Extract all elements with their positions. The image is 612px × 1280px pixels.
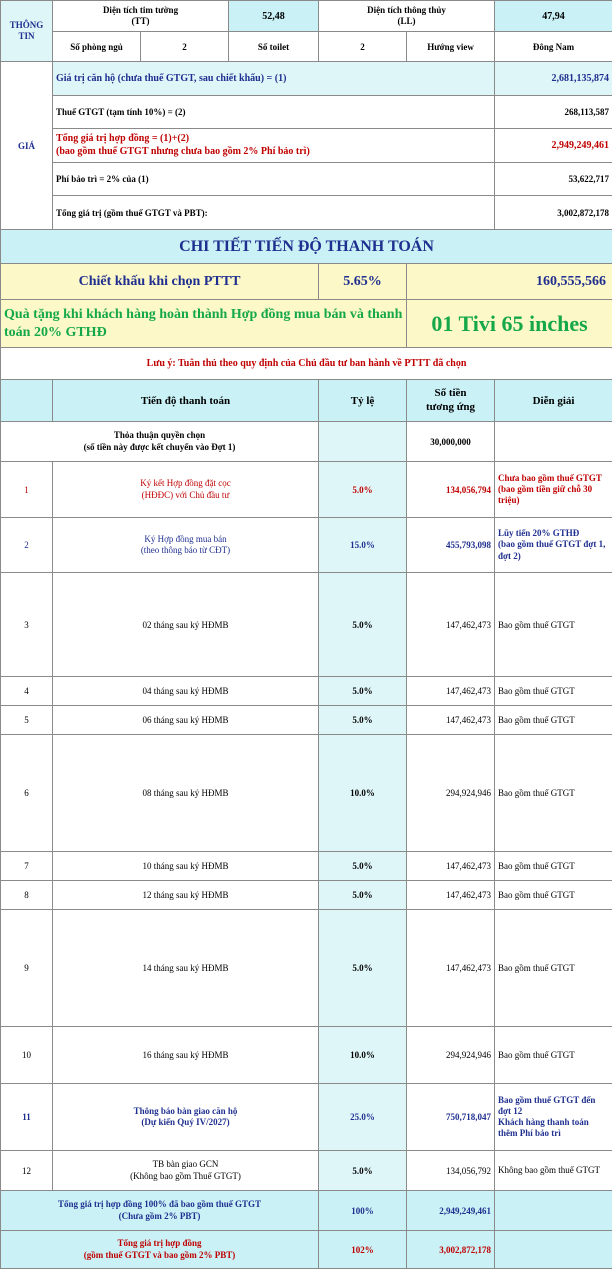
info-section-label: THÔNG TIN <box>1 1 53 62</box>
installment-amount: 455,793,098 <box>407 518 495 573</box>
installment-no: 7 <box>1 852 53 881</box>
installment-amount: 134,056,792 <box>407 1151 495 1191</box>
installment-no: 2 <box>1 518 53 573</box>
booking-amount: 30,000,000 <box>407 422 495 462</box>
price-row-label: Thuế GTGT (tạm tính 10%) = (2) <box>53 96 495 129</box>
total-with-fee-label: Tổng giá trị hợp đồng (gồm thuế GTGT và bao gồm 2% PBT) <box>1 1231 319 1269</box>
total-with-fee-amount: 3,002,872,178 <box>407 1231 495 1269</box>
area-ll-label: Diện tích thông thủy (LL) <box>319 1 495 32</box>
total-with-fee-remark <box>495 1231 612 1269</box>
area-tt-label: Diện tích tim tường (TT) <box>53 1 229 32</box>
installment-rate: 5.0% <box>319 462 407 518</box>
price-row-value: 2,681,135,874 <box>495 62 612 96</box>
policy-note: Lưu ý: Tuân thủ theo quy định của Chủ đầu tư ban hành về PTTT đã chọn <box>1 348 612 380</box>
toilets-value: 2 <box>319 32 407 62</box>
discount-amount: 160,555,566 <box>407 264 612 300</box>
payment-schedule-table <box>0 229 612 1269</box>
col-header-progress: Tiến độ thanh toán <box>53 380 319 422</box>
installment-desc: 06 tháng sau ký HĐMB <box>53 706 319 735</box>
installment-desc: 14 tháng sau ký HĐMB <box>53 910 319 1027</box>
bedrooms-label: Số phòng ngủ <box>53 32 141 62</box>
installment-desc: 16 tháng sau ký HĐMB <box>53 1027 319 1084</box>
installment-rate: 5.0% <box>319 706 407 735</box>
price-row-label: Phí bảo trì = 2% của (1) <box>53 163 495 196</box>
installment-remark: Lũy tiến 20% GTHĐ (bao gồm thuế GTGT đợt 1, đợt 2) <box>495 518 612 573</box>
price-row-label: Tổng giá trị (gồm thuế GTGT và PBT): <box>53 196 495 230</box>
installment-amount: 147,462,473 <box>407 573 495 677</box>
installment-remark: Bao gồm thuế GTGT <box>495 706 612 735</box>
booking-label: Thỏa thuận quyền chọn (số tiền này được kết chuyển vào Đợt 1) <box>1 422 319 462</box>
price-row-value: 53,622,717 <box>495 163 612 196</box>
view-value: Đông Nam <box>495 32 612 62</box>
installment-no: 1 <box>1 462 53 518</box>
total-contract-rate: 100% <box>319 1191 407 1231</box>
gift-label: Quà tặng khi khách hàng hoàn thành Hợp đồng mua bán và thanh toán 20% GTHĐ <box>1 300 407 348</box>
installment-no: 5 <box>1 706 53 735</box>
col-header-rate: Tỷ lệ <box>319 380 407 422</box>
total-contract-amount: 2,949,249,461 <box>407 1191 495 1231</box>
installment-desc: Ký kết Hợp đồng đặt cọc (HĐĐC) với Chủ đầu tư <box>53 462 319 518</box>
installment-remark: Bao gồm thuế GTGT <box>495 852 612 881</box>
discount-label: Chiết khấu khi chọn PTTT <box>1 264 319 300</box>
installment-amount: 750,718,047 <box>407 1084 495 1151</box>
installment-no: 10 <box>1 1027 53 1084</box>
installment-remark: Bao gồm thuế GTGT <box>495 881 612 910</box>
schedule-title: CHI TIẾT TIẾN ĐỘ THANH TOÁN <box>1 230 612 264</box>
installment-remark: Chưa bao gồm thuế GTGT (bao gồm tiền giữ chỗ 30 triệu) <box>495 462 612 518</box>
view-label: Hướng view <box>407 32 495 62</box>
installment-rate: 5.0% <box>319 852 407 881</box>
price-section-label: GIÁ <box>1 62 53 230</box>
installment-amount: 294,924,946 <box>407 735 495 852</box>
installment-rate: 5.0% <box>319 1151 407 1191</box>
price-row-value: 3,002,872,178 <box>495 196 612 230</box>
price-row-value: 268,113,587 <box>495 96 612 129</box>
installment-remark: Bao gồm thuế GTGT đến đợt 12 Khách hàng thanh toán thêm Phí bảo trì <box>495 1084 612 1151</box>
installment-amount: 134,056,794 <box>407 462 495 518</box>
installment-no: 11 <box>1 1084 53 1151</box>
installment-amount: 294,924,946 <box>407 1027 495 1084</box>
installment-remark: Bao gồm thuế GTGT <box>495 677 612 706</box>
info-price-table <box>0 0 612 230</box>
installment-rate: 5.0% <box>319 910 407 1027</box>
col-header-amount: Số tiền tương ứng <box>407 380 495 422</box>
installment-amount: 147,462,473 <box>407 881 495 910</box>
gift-value: 01 Tivi 65 inches <box>407 300 612 348</box>
installment-rate: 5.0% <box>319 677 407 706</box>
area-tt-value: 52,48 <box>229 1 319 32</box>
installment-amount: 147,462,473 <box>407 706 495 735</box>
price-row-label: Giá trị căn hộ (chưa thuế GTGT, sau chiết khấu) = (1) <box>53 62 495 96</box>
installment-remark: Không bao gồm thuế GTGT <box>495 1151 612 1191</box>
installment-desc: 12 tháng sau ký HĐMB <box>53 881 319 910</box>
installment-rate: 5.0% <box>319 573 407 677</box>
installment-remark: Bao gồm thuế GTGT <box>495 573 612 677</box>
booking-rate <box>319 422 407 462</box>
installment-no: 12 <box>1 1151 53 1191</box>
area-ll-value: 47,94 <box>495 1 612 32</box>
installment-rate: 10.0% <box>319 735 407 852</box>
installment-desc: 10 tháng sau ký HĐMB <box>53 852 319 881</box>
installment-desc: TB bàn giao GCN (Không bao gồm Thuế GTGT) <box>53 1151 319 1191</box>
col-header-remark: Diễn giải <box>495 380 612 422</box>
installment-no: 8 <box>1 881 53 910</box>
installment-remark: Bao gồm thuế GTGT <box>495 735 612 852</box>
price-row-value: 2,949,249,461 <box>495 129 612 163</box>
installment-amount: 147,462,473 <box>407 852 495 881</box>
installment-remark: Bao gồm thuế GTGT <box>495 1027 612 1084</box>
installment-rate: 25.0% <box>319 1084 407 1151</box>
installment-desc: 02 tháng sau ký HĐMB <box>53 573 319 677</box>
installment-no: 4 <box>1 677 53 706</box>
booking-remark <box>495 422 612 462</box>
price-row-label: Tổng giá trị hợp đồng = (1)+(2) (bao gồm thuế GTGT nhưng chưa bao gồm 2% Phí bảo trì) <box>53 129 495 163</box>
installment-desc: Ký Hợp đồng mua bán (theo thông báo từ CĐT) <box>53 518 319 573</box>
installment-remark: Bao gồm thuế GTGT <box>495 910 612 1027</box>
installment-rate: 15.0% <box>319 518 407 573</box>
toilets-label: Số toilet <box>229 32 319 62</box>
installment-no: 9 <box>1 910 53 1027</box>
total-contract-remark <box>495 1191 612 1231</box>
installment-rate: 5.0% <box>319 881 407 910</box>
installment-desc: 04 tháng sau ký HĐMB <box>53 677 319 706</box>
total-with-fee-rate: 102% <box>319 1231 407 1269</box>
total-contract-label: Tổng giá trị hợp đồng 100% đã bao gồm thuế GTGT (Chưa gồm 2% PBT) <box>1 1191 319 1231</box>
installment-no: 3 <box>1 573 53 677</box>
installment-amount: 147,462,473 <box>407 910 495 1027</box>
installment-rate: 10.0% <box>319 1027 407 1084</box>
bedrooms-value: 2 <box>141 32 229 62</box>
col-header-no <box>1 380 53 422</box>
installment-amount: 147,462,473 <box>407 677 495 706</box>
installment-no: 6 <box>1 735 53 852</box>
discount-rate: 5.65% <box>319 264 407 300</box>
installment-desc: Thông báo bàn giao căn hộ (Dự kiến Quý IV/2027) <box>53 1084 319 1151</box>
installment-desc: 08 tháng sau ký HĐMB <box>53 735 319 852</box>
